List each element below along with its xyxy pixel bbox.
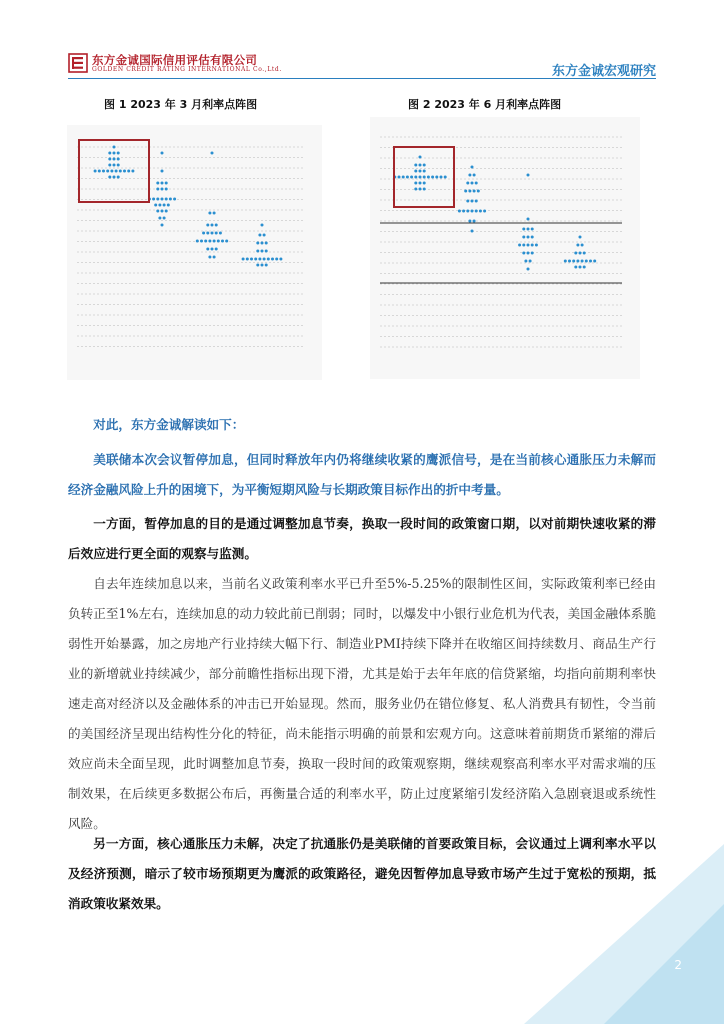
paragraph-point-1: 一方面，暂停加息的目的是通过调整加息节奏，换取一段时间的政策窗口期，以对前期快速收紧的滞后效应进行更全面的观察与监测。 xyxy=(68,516,656,561)
dot-mark xyxy=(211,152,214,155)
dot-mark xyxy=(156,182,159,185)
dot-mark xyxy=(202,232,205,235)
dot-mark xyxy=(217,240,220,243)
dot-mark xyxy=(263,234,266,237)
dot-mark xyxy=(161,182,164,185)
dot-mark xyxy=(123,170,126,173)
dot-mark xyxy=(475,210,478,213)
dot-mark xyxy=(106,170,109,173)
dot-mark xyxy=(477,190,480,193)
dot-mark xyxy=(471,210,474,213)
dot-mark xyxy=(464,190,467,193)
dot-mark xyxy=(414,176,417,179)
dot-mark xyxy=(589,260,592,263)
dot-mark xyxy=(206,248,209,251)
dot-mark xyxy=(200,240,203,243)
figure-1-dot-plot-image xyxy=(67,125,322,380)
dot-mark xyxy=(473,174,476,177)
dot-mark xyxy=(117,176,120,179)
figure-2-caption: 图 2 2023 年 6 月利率点阵图 xyxy=(408,98,562,111)
dot-mark xyxy=(483,210,486,213)
dot-mark xyxy=(458,210,461,213)
dot-mark xyxy=(473,190,476,193)
dot-mark xyxy=(581,244,584,247)
dot-mark xyxy=(211,248,214,251)
dot-mark xyxy=(261,224,264,227)
dot-mark xyxy=(119,170,122,173)
dot-mark xyxy=(522,244,525,247)
dot-mark xyxy=(527,252,530,255)
dot-mark xyxy=(213,212,216,215)
dot-mark xyxy=(527,268,530,271)
paragraph-summary: 美联储本次会议暂停加息，但同时释放年内仍将继续收紧的鹰派信号，是在当前核心通胀压力未解而经济金融风险上升的困境下，为平衡短期风险与长期政策目标作出的折中考量。 xyxy=(68,452,656,497)
dot-mark xyxy=(208,212,211,215)
dot-mark xyxy=(524,260,527,263)
dot-mark xyxy=(115,170,118,173)
dot-mark xyxy=(161,188,164,191)
dot-mark xyxy=(211,232,214,235)
dot-mark xyxy=(531,244,534,247)
dot-mark xyxy=(440,176,443,179)
dot-mark xyxy=(522,236,525,239)
dot-mark xyxy=(522,252,525,255)
dot-mark xyxy=(161,224,164,227)
dot-mark xyxy=(113,158,116,161)
dot-mark xyxy=(256,250,259,253)
dot-mark xyxy=(414,188,417,191)
page-number: 2 xyxy=(674,958,682,972)
highlight-box xyxy=(79,140,149,202)
dot-mark xyxy=(165,210,168,213)
dot-mark xyxy=(113,164,116,167)
dot-mark xyxy=(414,164,417,167)
dot-mark xyxy=(462,210,465,213)
dot-mark xyxy=(110,170,113,173)
dot-mark xyxy=(427,176,430,179)
dot-mark xyxy=(267,258,270,261)
dot-mark xyxy=(211,224,214,227)
dot-mark xyxy=(531,252,534,255)
dot-mark xyxy=(213,240,216,243)
dot-mark xyxy=(208,256,211,259)
dot-mark xyxy=(113,176,116,179)
dot-mark xyxy=(258,258,261,261)
dot-mark xyxy=(468,220,471,223)
dot-mark xyxy=(444,176,447,179)
dot-mark xyxy=(271,258,274,261)
dot-mark xyxy=(471,166,474,169)
dot-mark xyxy=(196,240,199,243)
dot-mark xyxy=(466,210,469,213)
dot-mark xyxy=(473,220,476,223)
dot-mark xyxy=(219,232,222,235)
dot-mark xyxy=(161,152,164,155)
dot-mark xyxy=(256,264,259,267)
dot-mark xyxy=(423,182,426,185)
dot-mark xyxy=(471,200,474,203)
dot-mark xyxy=(579,266,582,269)
dot-mark xyxy=(265,242,268,245)
dot-mark xyxy=(579,252,582,255)
dot-mark xyxy=(576,244,579,247)
dot-mark xyxy=(242,258,245,261)
dot-mark xyxy=(208,240,211,243)
dot-mark xyxy=(165,182,168,185)
dot-mark xyxy=(583,252,586,255)
dot-mark xyxy=(173,198,176,201)
dot-plot-svg xyxy=(67,125,322,380)
dot-mark xyxy=(419,176,422,179)
dot-mark xyxy=(522,228,525,231)
dot-mark xyxy=(527,244,530,247)
dot-mark xyxy=(258,234,261,237)
dot-mark xyxy=(169,198,172,201)
dot-mark xyxy=(215,232,218,235)
dot-mark xyxy=(165,198,168,201)
dot-mark xyxy=(574,252,577,255)
dot-plot-svg xyxy=(370,117,640,379)
dot-mark xyxy=(256,242,259,245)
dot-mark xyxy=(152,198,155,201)
company-name-cn: 东方金诚国际信用评估有限公司 xyxy=(92,53,258,67)
dot-mark xyxy=(108,176,111,179)
dot-mark xyxy=(254,258,257,261)
dot-mark xyxy=(593,260,596,263)
dot-mark xyxy=(165,188,168,191)
dot-mark xyxy=(419,156,422,159)
dot-mark xyxy=(213,256,216,259)
dot-mark xyxy=(414,182,417,185)
dot-mark xyxy=(158,217,161,220)
dot-mark xyxy=(527,228,530,231)
dot-mark xyxy=(117,158,120,161)
dot-mark xyxy=(206,232,209,235)
dot-mark xyxy=(131,170,134,173)
dot-mark xyxy=(423,188,426,191)
dot-mark xyxy=(167,204,170,207)
dot-mark xyxy=(215,248,218,251)
dot-mark xyxy=(156,188,159,191)
dot-mark xyxy=(94,170,97,173)
dot-mark xyxy=(265,250,268,253)
dot-mark xyxy=(419,170,422,173)
dot-mark xyxy=(423,170,426,173)
dot-mark xyxy=(156,210,159,213)
header-divider xyxy=(68,78,656,79)
dot-mark xyxy=(529,260,532,263)
dot-mark xyxy=(163,217,166,220)
page-header xyxy=(0,0,724,80)
dot-mark xyxy=(527,236,530,239)
paragraph-point-2: 另一方面，核心通胀压力未解，决定了抗通胀仍是美联储的首要政策目标，会议通过上调利率水平以及经济预测，暗示了较市场预期更为鹰派的政策路径，避免因暂停加息导致市场产生过于宽松的预期，抵消政策收紧效果。 xyxy=(68,836,656,911)
report-brand: 东方金诚宏观研究 xyxy=(551,64,656,79)
dot-mark xyxy=(568,260,571,263)
company-name-en: GOLDEN CREDIT RATING INTERNATIONAL Co.,Ltd. xyxy=(92,66,282,73)
dot-mark xyxy=(156,198,159,201)
dot-mark xyxy=(261,264,264,267)
dot-mark xyxy=(215,224,218,227)
dot-mark xyxy=(161,210,164,213)
dot-mark xyxy=(154,204,157,207)
dot-mark xyxy=(468,190,471,193)
dot-mark xyxy=(414,170,417,173)
dot-mark xyxy=(468,174,471,177)
dot-mark xyxy=(250,258,253,261)
company-logo-icon xyxy=(68,53,88,73)
dot-mark xyxy=(117,164,120,167)
dot-mark xyxy=(572,260,575,263)
dot-mark xyxy=(475,200,478,203)
dot-mark xyxy=(398,176,401,179)
dot-mark xyxy=(113,152,116,155)
paragraph-intro: 对此，东方金诚解读如下： xyxy=(93,417,245,432)
dot-mark xyxy=(466,182,469,185)
figure-1-caption: 图 1 2023 年 3 月利率点阵图 xyxy=(104,98,258,111)
dot-mark xyxy=(261,250,264,253)
dot-mark xyxy=(225,240,228,243)
dot-mark xyxy=(263,258,266,261)
dot-mark xyxy=(583,266,586,269)
dot-mark xyxy=(161,170,164,173)
dot-mark xyxy=(402,176,405,179)
dot-mark xyxy=(581,260,584,263)
dot-mark xyxy=(163,204,166,207)
dot-mark xyxy=(527,218,530,221)
dot-mark xyxy=(527,174,530,177)
dot-mark xyxy=(410,176,413,179)
dot-mark xyxy=(564,260,567,263)
dot-mark xyxy=(117,152,120,155)
dot-mark xyxy=(161,198,164,201)
dot-mark xyxy=(431,176,434,179)
dot-mark xyxy=(535,244,538,247)
dot-mark xyxy=(479,210,482,213)
dot-mark xyxy=(158,204,161,207)
dot-mark xyxy=(471,182,474,185)
dot-mark xyxy=(406,176,409,179)
dot-mark xyxy=(435,176,438,179)
dot-mark xyxy=(221,240,224,243)
dot-mark xyxy=(108,152,111,155)
dot-mark xyxy=(246,258,249,261)
dot-mark xyxy=(471,230,474,233)
dot-mark xyxy=(423,176,426,179)
dot-mark xyxy=(574,266,577,269)
dot-mark xyxy=(204,240,207,243)
dot-mark xyxy=(102,170,105,173)
dot-mark xyxy=(98,170,101,173)
dot-mark xyxy=(261,242,264,245)
dot-mark xyxy=(419,182,422,185)
dot-mark xyxy=(108,164,111,167)
dot-mark xyxy=(518,244,521,247)
dot-mark xyxy=(531,236,534,239)
paragraph-analysis: 自去年连续加息以来，当前名义政策利率水平已升至5%-5.25%的限制性区间，实际政策利率已经由负转正至1%左右，连续加息的动力较此前已削弱；同时，以爆发中小银行业危机为代表，美国金融体系脆弱性开始暴露，加之房地产行业持续大幅下行、制造业PMI持续下降并在收缩区间持续数月、商品生产行业的新增就业持续减少，部分前瞻性指标出现下滑，尤其是始于去年年底的信贷紧缩，均指向前期利率快速走高对经济以及金融体系的冲击已开始显现。然而，服务业仍在错位修复、私人消费具有韧性，令当前的美国经济呈现出结构性分化的特征，尚未能指示明确的前景和宏观方向。这意味着前期货币紧缩的滞后效应尚未全面呈现，此时调整加息节奏，换取一段时间的政策观察期，继续观察高利率水平对需求端的压制效果，在后续更多数据公布后，再衡量合适的利率水平，防止过度紧缩引发经济陷入急剧衰退或系统性风险。 xyxy=(68,576,656,831)
dot-mark xyxy=(206,224,209,227)
dot-mark xyxy=(531,228,534,231)
dot-mark xyxy=(265,264,268,267)
dot-mark xyxy=(275,258,278,261)
dot-mark xyxy=(108,158,111,161)
dot-mark xyxy=(576,260,579,263)
dot-mark xyxy=(466,200,469,203)
dot-mark xyxy=(585,260,588,263)
corner-decoration xyxy=(524,844,724,1024)
dot-mark xyxy=(419,164,422,167)
dot-mark xyxy=(127,170,130,173)
dot-mark xyxy=(423,164,426,167)
dot-mark xyxy=(475,182,478,185)
dot-mark xyxy=(579,236,582,239)
dot-mark xyxy=(279,258,282,261)
dot-mark xyxy=(419,188,422,191)
figure-2-dot-plot-image xyxy=(370,117,640,379)
dot-mark xyxy=(113,146,116,149)
